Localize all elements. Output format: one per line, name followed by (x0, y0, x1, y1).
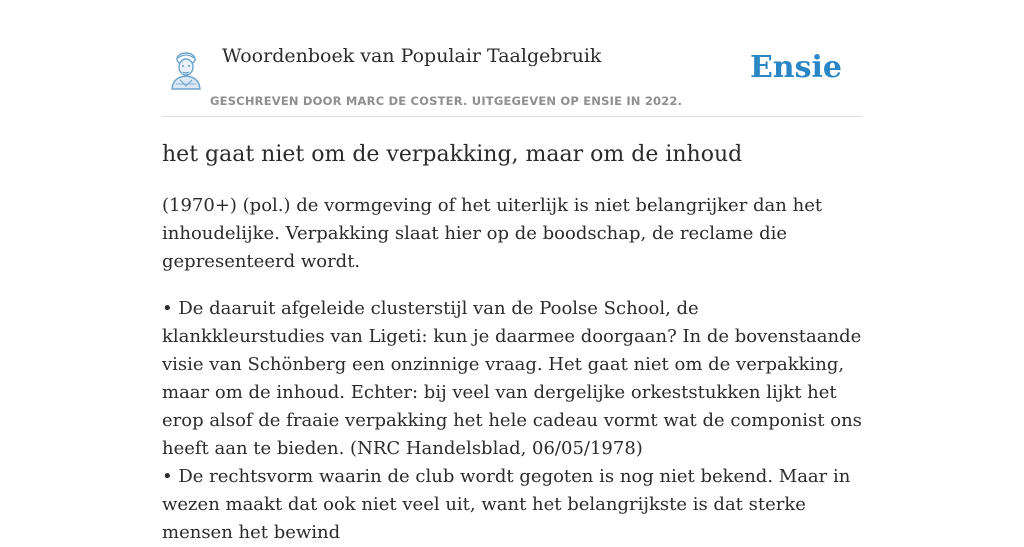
entry-quotes (162, 295, 862, 547)
site-header (162, 0, 862, 117)
author-byline: GESCHREVEN DOOR MARC DE COSTER. UITGEGEVEN OP ENSIE IN 2022. (210, 94, 683, 108)
entry-term: het gaat niet om de verpakking, maar om de inhoud (162, 142, 743, 167)
ensie-brand-logo[interactable]: Ensie (749, 50, 842, 85)
entry-definition: (1970+) (pol.) de vormgeving of het uiterlijk is niet belangrijker dan het inhoudelijke. Verpakking slaat hier op de boodschap, de reclame die gepresenteerd wordt. (162, 195, 823, 272)
quote-item: • De daaruit afgeleide clusterstijl van de Poolse School, de klankkleurstudies van Ligeti: kun je daarmee doorgaan? In de bovenstaande visie van Schönberg een onzinnige vraag. Het gaat niet om de verpakking, maar om de inhoud. Echter: bij veel van dergelijke orkeststukken lijkt het erop alsof de fraaie verpakking het hele cadeau vormt wat de componist ons heeft aan te bieden. (NRC Handelsblad, 06/05/1978) (162, 298, 862, 459)
portrait-bust-icon[interactable] (168, 50, 204, 90)
quote-item: • De rechtsvorm waarin de club wordt gegoten is nog niet bekend. Maar in wezen maakt dat ook niet veel uit, want het belangrijkste is dat sterke mensen het bewind (162, 466, 851, 543)
entry-content (162, 138, 862, 547)
dictionary-title[interactable]: Woordenboek van Populair Taalgebruik (222, 45, 602, 67)
